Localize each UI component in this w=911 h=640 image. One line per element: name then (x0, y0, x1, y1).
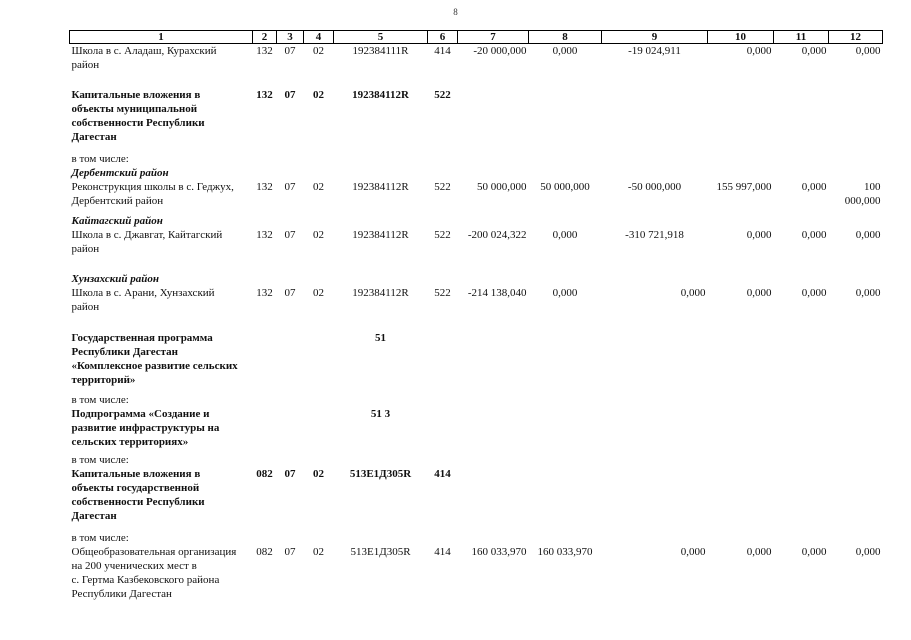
cell-text: 0,000 (855, 545, 881, 558)
table-row (70, 331, 883, 393)
row-label-line: Капитальные вложения в (71, 467, 201, 480)
cell-ministry: 132 (256, 45, 273, 57)
cell-text: 414 (434, 467, 451, 480)
cell-target-code: 192384112R (352, 88, 409, 101)
row-label (70, 88, 253, 152)
cell-target-code (334, 272, 428, 331)
cell-text: -200 024,322 (467, 228, 527, 241)
row-prefix: в том числе: (71, 393, 129, 406)
cell-text: 0,000 (855, 228, 881, 241)
row-label-line: Подпрограмма «Создание и (71, 407, 210, 420)
cell-expense-type (428, 272, 458, 331)
cell-value (774, 272, 829, 331)
cell-text: -50 000,000 (627, 180, 682, 193)
cell-value (829, 272, 883, 331)
cell-text: 155 997,000 (716, 180, 772, 193)
table-row (70, 88, 883, 152)
cell-text: 02 (313, 228, 324, 241)
row-label (70, 214, 253, 272)
cell-text: 522 (434, 228, 451, 241)
cell-value (829, 214, 883, 272)
district-name: Хунзахский район (71, 272, 160, 285)
cell-value (458, 272, 529, 331)
row-label-line: район (71, 59, 100, 71)
cell-value (774, 531, 829, 607)
cell-subsection: 02 (313, 45, 324, 57)
row-label-line: объекты государственной (71, 481, 200, 494)
row-label-line: район (71, 300, 100, 313)
row-label-line: с. Гертма Казбековского района (71, 573, 220, 586)
cell-subsection (304, 531, 334, 607)
row-label-line: Дербентский район (71, 194, 164, 207)
cell-text: -310 721,918 (625, 228, 684, 241)
cell-text: 192384112R (352, 286, 409, 299)
cell-value (708, 531, 774, 607)
cell-value (829, 531, 883, 607)
row-label-line: на 200 ученических мест в (71, 559, 197, 572)
cell-value (529, 272, 602, 331)
cell-target-code (334, 393, 428, 453)
cell-text: 07 (284, 180, 296, 193)
row-label-line: собственности Республики (71, 116, 205, 129)
cell-text: 02 (313, 545, 324, 558)
row-label-line: Дагестан (71, 130, 117, 143)
cell-target-code (334, 214, 428, 272)
col-header: 12 (829, 31, 883, 44)
cell-expense-type (428, 214, 458, 272)
cell-text: 513Е1Д305R (349, 467, 412, 480)
cell-ministry (253, 272, 277, 331)
cell-text: 07 (284, 228, 296, 241)
col-header: 8 (529, 31, 602, 44)
cell-target-code (334, 531, 428, 607)
cell-expense-type: 522 (434, 88, 451, 101)
cell-value (774, 152, 829, 214)
cell-value: 0,000 (552, 45, 578, 57)
cell-value (708, 272, 774, 331)
cell-ministry: 132 (256, 88, 273, 101)
row-label (70, 272, 253, 331)
row-label-line: Реконструкция школы в с. Геджух, (71, 180, 234, 193)
cell-text: 132 (256, 228, 273, 241)
row-label-line: Школа в с. Аладаш, Курахский (71, 45, 217, 57)
cell-expense-type (428, 453, 458, 531)
cell-text: 0,000 (746, 286, 772, 299)
cell-value (602, 531, 708, 607)
table-row (70, 152, 883, 214)
row-label (70, 44, 253, 88)
cell-text: 513Е1Д305R (350, 545, 411, 558)
row-label (70, 393, 253, 453)
column-header-row (70, 31, 883, 44)
cell-value: 0,000 (855, 45, 881, 57)
col-header: 9 (602, 31, 708, 44)
cell-subsection (304, 453, 334, 531)
table-row (70, 393, 883, 453)
cell-value (529, 531, 602, 607)
cell-section (277, 453, 304, 531)
cell-value (774, 214, 829, 272)
row-label-line: Капитальные вложения в (71, 88, 201, 101)
cell-section: 07 (284, 88, 296, 101)
cell-text: 0,000 (680, 286, 706, 299)
cell-text: 50 000,000 (477, 180, 527, 193)
cell-target-code (334, 152, 428, 214)
col-header: 3 (277, 31, 304, 44)
cell-text: 0,000 (801, 180, 827, 193)
row-label-line: собственности Республики (71, 495, 205, 508)
cell-text: 192384112R (352, 228, 409, 241)
table-row (70, 272, 883, 331)
cell-text: 07 (284, 545, 296, 558)
row-label-line: Дагестан (71, 509, 117, 522)
row-label-line: развитие инфраструктуры на (71, 421, 220, 434)
cell-text: 07 (284, 286, 296, 299)
row-label (70, 453, 253, 531)
row-label-line: Республики Дагестан (71, 587, 172, 600)
cell-text: 082 (256, 545, 273, 558)
cell-subsection (304, 152, 334, 214)
cell-text: 0,000 (746, 228, 772, 241)
col-header: 4 (304, 31, 334, 44)
cell-text: 522 (434, 180, 451, 193)
cell-subsection (304, 272, 334, 331)
col-header: 2 (253, 31, 277, 44)
col-header: 7 (458, 31, 529, 44)
cell-target-code (334, 453, 428, 531)
cell-value (708, 214, 774, 272)
row-label (70, 331, 253, 393)
cell-value (602, 272, 708, 331)
cell-text: 50 000,000 (540, 180, 590, 193)
cell-text: 02 (313, 467, 324, 480)
row-label-line: сельских территориях» (71, 435, 189, 448)
cell-text: 0,000 (801, 286, 827, 299)
cell-text: 0,000 (680, 545, 706, 558)
cell-value: 0,000 (746, 45, 772, 57)
cell-value (602, 152, 708, 214)
cell-section (277, 152, 304, 214)
table-row (70, 214, 883, 272)
row-prefix: в том числе: (71, 453, 129, 466)
cell-expense-type (428, 531, 458, 607)
cell-text: 522 (434, 286, 451, 299)
cell-text: 02 (313, 180, 324, 193)
table-row (70, 531, 883, 607)
cell-text: 0,000 (801, 228, 827, 241)
col-header: 10 (708, 31, 774, 44)
cell-text: 192384112R (352, 180, 409, 193)
cell-section (277, 531, 304, 607)
cell-text: 0,000 (855, 286, 881, 299)
cell-value (529, 214, 602, 272)
cell-value: -19 024,911 (628, 45, 681, 57)
cell-value (458, 531, 529, 607)
row-label-line: Школа в с. Джавгат, Кайтагский (71, 228, 223, 241)
table-row (70, 453, 883, 531)
cell-text: 100 000,000 (844, 180, 881, 207)
cell-value (458, 214, 529, 272)
cell-text: 51 3 (370, 407, 391, 420)
cell-text: 082 (256, 467, 273, 480)
cell-ministry (253, 453, 277, 531)
cell-target-code: 192384111R (352, 45, 409, 57)
cell-section (277, 214, 304, 272)
cell-text: 414 (434, 545, 451, 558)
cell-text: -214 138,040 (467, 286, 527, 299)
row-prefix: в том числе: (71, 152, 129, 165)
row-label-line: Государственная программа (71, 331, 213, 344)
cell-text: 160 033,970 (537, 545, 593, 558)
row-label-line: объекты муниципальной (71, 102, 198, 115)
col-header: 6 (428, 31, 458, 44)
cell-text: 0,000 (552, 228, 578, 241)
row-label (70, 531, 253, 607)
cell-section: 07 (284, 45, 296, 57)
page-number: 8 (453, 7, 458, 17)
cell-value (708, 152, 774, 214)
row-label-line: Республики Дагестан (71, 345, 179, 358)
col-header: 11 (774, 31, 829, 44)
cell-text: 132 (256, 286, 273, 299)
col-header: 1 (70, 31, 253, 44)
table-row (70, 44, 883, 88)
row-label-line: «Комплексное развитие сельских (71, 359, 238, 372)
row-prefix: в том числе: (71, 531, 129, 544)
cell-value (829, 152, 883, 214)
district-name: Кайтагский район (71, 214, 163, 227)
row-label-line: Общеобразовательная организация (71, 545, 237, 558)
cell-value (458, 152, 529, 214)
cell-expense-type (428, 152, 458, 214)
cell-text: 0,000 (801, 545, 827, 558)
cell-text: 07 (284, 467, 296, 480)
cell-value: -20 000,000 (473, 45, 527, 57)
cell-subsection (304, 214, 334, 272)
cell-subsection: 02 (313, 88, 324, 101)
cell-text: 0,000 (552, 286, 578, 299)
row-label-line: район (71, 242, 100, 255)
cell-ministry (253, 214, 277, 272)
cell-text: 132 (256, 180, 273, 193)
cell-section (277, 272, 304, 331)
budget-table (69, 30, 883, 607)
cell-expense-type: 414 (434, 45, 451, 57)
cell-value: 0,000 (801, 45, 827, 57)
cell-text: 0,000 (746, 545, 772, 558)
row-label-line: территорий» (71, 373, 136, 386)
row-label (70, 152, 253, 214)
cell-value (602, 214, 708, 272)
row-label-line: Школа в с. Арани, Хунзахский (71, 286, 215, 299)
cell-value (529, 152, 602, 214)
cell-ministry (253, 152, 277, 214)
col-header: 5 (334, 31, 428, 44)
cell-ministry (253, 531, 277, 607)
cell-target-code: 51 (375, 331, 386, 344)
cell-text: 160 033,970 (471, 545, 527, 558)
cell-text: 02 (313, 286, 324, 299)
district-name: Дербентский район (71, 166, 169, 179)
